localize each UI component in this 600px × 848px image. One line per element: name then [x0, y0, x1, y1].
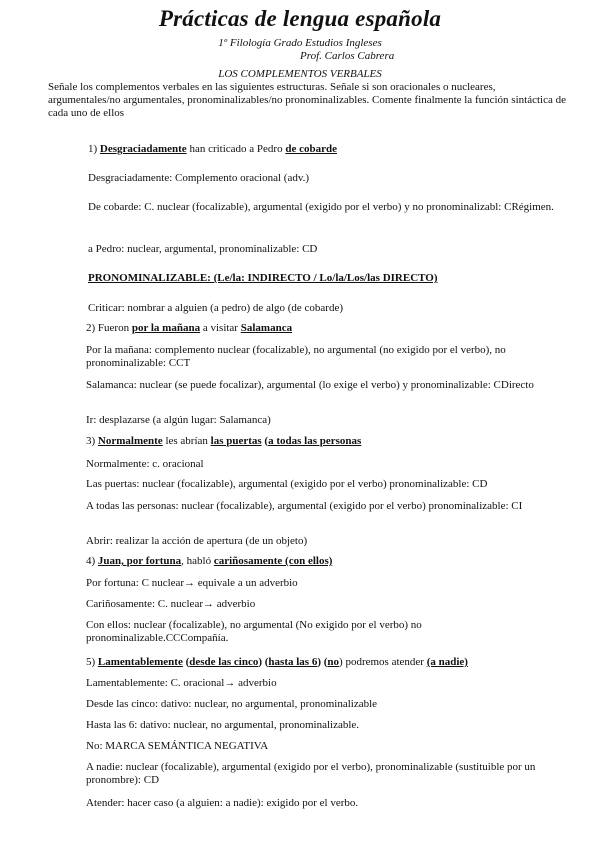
- exercise-4-note-3: Con ellos: nuclear (focalizable), no argumental (No exigido por el verbo) no pronominalizable.CCCompañía.: [86, 619, 422, 644]
- exercise-5-note-4: No: MARCA SEMÁNTICA NEGATIVA: [86, 740, 269, 752]
- exercise-3-note-2: Las puertas: nuclear (focalizable), argumental (exigido por el verbo) pronominalizable: CD: [86, 478, 488, 490]
- complement-a-todas-las-personas: a todas las personas: [268, 435, 362, 447]
- section-heading: LOS COMPLEMENTOS VERBALES: [218, 68, 382, 80]
- exercise-5-note-2: Desde las cinco: dativo: nuclear, no argumental, pronominalizable: [86, 698, 378, 710]
- exercise-number: 1): [88, 143, 98, 155]
- sentence-text: ) (: [258, 656, 269, 668]
- pronominalizable-rule: [88, 272, 438, 285]
- exercise-5-note-6: Atender: hacer caso (a alguien: a nadie): exigido por el verbo.: [86, 797, 359, 809]
- complement-a-nadie: (a nadie): [426, 656, 468, 668]
- sentence-text: ) podremos atender: [339, 656, 427, 668]
- complement-hasta-las-6: hasta las 6: [268, 656, 318, 668]
- instructions-paragraph: Señale los complementos verbales en las siguientes estructuras. Señale si son oracionales o nucleares, argumentales/no argumentales, pronominalizables/no pronominalizables. Comente finalmente la función sintáctica de cada uno de ellos: [48, 81, 566, 119]
- complement-lamentablemente: Lamentablemente: [97, 656, 183, 668]
- complement-juan-por-fortuna: Juan, por fortuna: [97, 555, 182, 567]
- complement-no: no: [327, 656, 340, 668]
- exercise-3-note-3: A todas las personas: nuclear (focalizable), argumental (exigido por el verbo) pronominalizable: CI: [86, 500, 523, 512]
- exercise-4-note-1: Por fortuna: C nuclear→ equivale a un adverbio: [86, 577, 298, 589]
- exercise-2-note-2: Salamanca: nuclear (se puede focalizar), argumental (lo exige el verbo) y pronominalizable: CDirecto: [86, 379, 534, 391]
- complement-carinosamente-con-ellos: cariñosamente (con ellos): [213, 555, 333, 567]
- exercise-4-sentence: [86, 555, 332, 568]
- sentence-text: a visitar: [200, 322, 241, 334]
- exercise-3-note-1: Normalmente: c. oracional: [86, 458, 204, 470]
- exercise-5-sentence: [86, 656, 468, 669]
- sentence-text: 2) Fueron: [86, 322, 132, 334]
- complement-desde-las-cinco: desde las cinco: [189, 656, 259, 668]
- exercise-number: 4): [86, 555, 96, 567]
- course-name: 1º Filología Grado Estudios Ingleses: [218, 37, 382, 49]
- complement-por-la-manana: por la mañana: [131, 322, 201, 334]
- exercise-3-sentence: [86, 435, 361, 448]
- exercise-1-note-4: Criticar: nombrar a alguien (a pedro) de algo (de cobarde): [88, 302, 344, 314]
- sentence-text: 5): [86, 656, 98, 668]
- exercise-1-note-2: De cobarde: C. nuclear (focalizable), argumental (exigido por el verbo) y no pronominalizabl: CRégimen.: [88, 201, 554, 213]
- sentence-text: (: [261, 435, 269, 447]
- exercise-5-note-1: Lamentablemente: C. oracional→ adverbio: [86, 677, 277, 689]
- exercise-2-note-3: Ir: desplazarse (a algún lugar: Salamanca): [86, 414, 271, 426]
- complement-normalmente: Normalmente: [97, 435, 163, 447]
- exercise-2-note-1: Por la mañana: complemento nuclear (focalizable), no argumental (no exigido por el verbo), no pronominalizable: CCT: [86, 344, 506, 369]
- exercise-number: 3): [86, 435, 96, 447]
- sentence-text: , habló: [181, 555, 214, 567]
- exercise-1-note-1: Desgraciadamente: Complemento oracional (adv.): [88, 172, 310, 184]
- pronominalizable-rule-text: PRONOMINALIZABLE: (Le/la: INDIRECTO / Lo/la/Los/las DIRECTO): [88, 272, 438, 284]
- professor-name: Prof. Carlos Cabrera: [300, 50, 395, 62]
- sentence-text: han criticado a Pedro: [186, 143, 286, 155]
- exercise-1-note-3: a Pedro: nuclear, argumental, pronominalizable: CD: [88, 243, 318, 255]
- complement-desgraciadamente: Desgraciadamente: [99, 143, 187, 155]
- exercise-3-note-4: Abrir: realizar la acción de apertura (de un objeto): [86, 535, 308, 547]
- exercise-2-sentence: [86, 322, 292, 335]
- sentence-text: (: [182, 656, 190, 668]
- exercise-5-note-3: Hasta las 6: dativo: nuclear, no argumental, pronominalizable.: [86, 719, 360, 731]
- exercise-1-sentence: [88, 143, 337, 156]
- document-title: Prácticas de lengua española: [158, 6, 442, 31]
- sentence-text: les abrían: [162, 435, 211, 447]
- complement-de-cobarde: de cobarde: [285, 143, 337, 155]
- exercise-4-note-2: Cariñosamente: C. nuclear→ adverbio: [86, 598, 256, 610]
- complement-salamanca: Salamanca: [240, 322, 293, 334]
- complement-las-puertas: las puertas: [210, 435, 262, 447]
- exercise-5-note-5: A nadie: nuclear (focalizable), argumental (exigido por el verbo), pronominalizable (sustituible por un pronombre): CD: [86, 761, 536, 786]
- sentence-text: ) (: [317, 656, 328, 668]
